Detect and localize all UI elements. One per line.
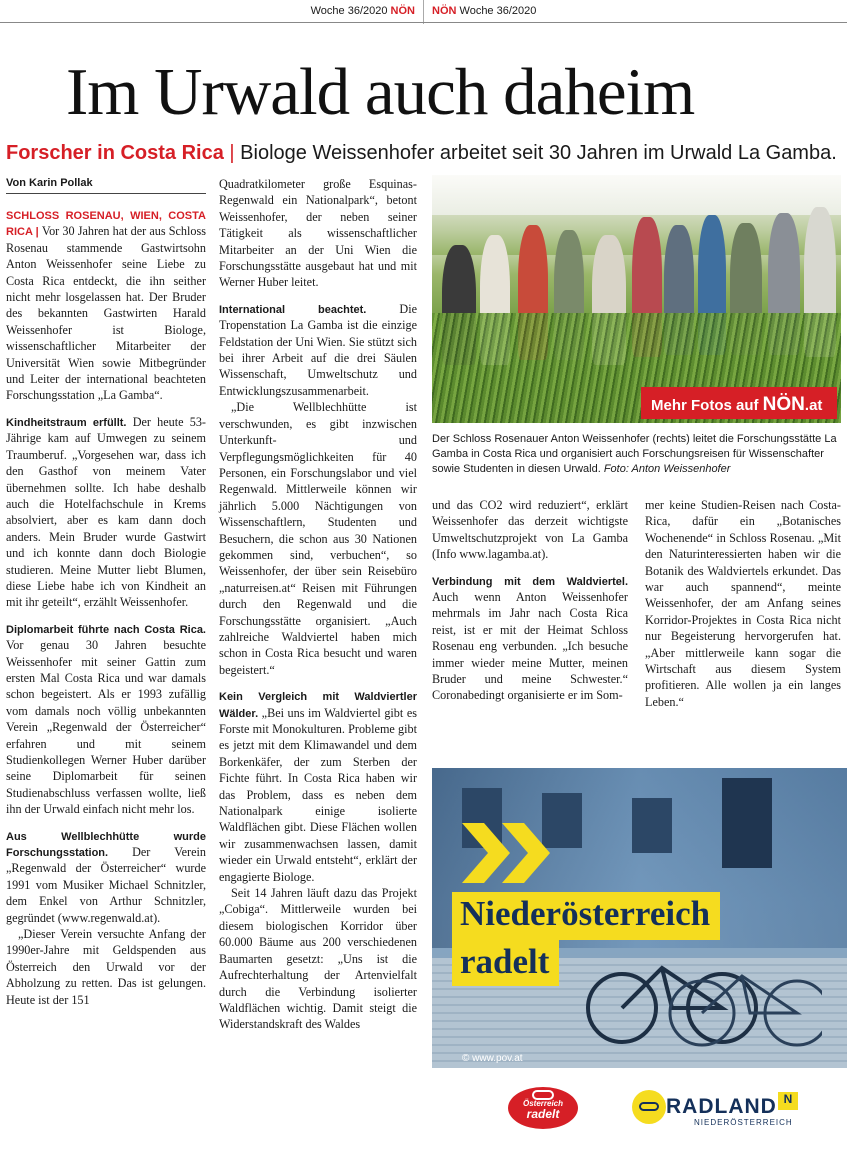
paragraph	[6, 621, 206, 818]
subheading: Kindheitstraum erfüllt.	[6, 416, 127, 429]
author-byline: Von Karin Pollak	[6, 177, 93, 189]
ad-window	[722, 778, 772, 868]
article-photo	[432, 175, 841, 423]
week-text-left: Woche 36/2020	[310, 5, 388, 17]
ad-headline-line1: Niederösterreich	[452, 892, 720, 940]
radland-logo: RADLAND	[666, 1095, 777, 1118]
photo-caption	[432, 432, 842, 477]
week-label-left	[311, 5, 415, 17]
paragraph-text: „Bei uns im Waldviertel gibt es Forste mit Monokulturen. Probleme gibt es jetzt mit dem Klimawandel und dem Borkenkäfer, der zum Sterben der Fichte führt. In Costa Rica haben wir das Problem, dass es neben dem Nationalpark einige isolierte Waldflächen gibt. Diese Flächen wollen wir zusammenwachsen lassen, damit wieder ein Urwald entsteht“, erklärt der engagierte Biologe.	[219, 705, 417, 884]
noe-badge: N	[778, 1092, 798, 1110]
headline: Im Urwald auch daheim	[66, 55, 695, 129]
page-header	[0, 0, 847, 24]
paragraph: „Dieser Verein versuchte Anfang der 1990er-Jahre mit Geldspenden aus Österreich den Urwald vor der Abholzung zu retten. Das ist gelungen. Heute ist der 151	[6, 927, 206, 1007]
ad-window	[632, 798, 672, 853]
paragraph: „Die Wellblechhütte ist verschwunden, es gibt inzwischen Unterkunft- und Verpflegungsmöglichkeiten für 40 Personen, ein Forschungslabor und viel Regenwald. Mittlerweile können wir jährlich 5.000 Nächtigungen von Wissenschaftlern, Studenten und Besuchern, die schon aus 30 Nationen gekommen sind, verbuchen“, so Weissenhofer, der über sein Reisebüro „naturreisen.at“ Reisen mit Führungen durch den Regenwald und die Forschungsstätte organisiert. „Auch zahlreiche Waldviertel haben mich schon in Costa Rica besucht und waren begeistert.“	[219, 400, 417, 677]
article-column-4	[645, 497, 841, 710]
week-label-right	[432, 5, 536, 17]
paragraph-text: Der heute 53-Jährige kam auf Umwegen zu seinem Traumberuf. „Vorgesehen war, dass ich den Gasthof von meinem Vater übernehmen sollte. Ich habe deshalb auch die Hotelfachschule in Krems absolviert, aber es kam dann doch anders. Mein Bruder wurde Gastwirt und ich konnte dann doch Biologie studieren. Meine Mutter liebt Blumen, diese Liebe habe ich von Kindheit an mit ihr geteilt“, erzählt Weissenhofer.	[6, 414, 206, 610]
paragraph-text: Vor 30 Jahren hat der aus Schloss Rosenau stammende Gastwirtsohn Anton Weissenhofer seine Liebe zu Costa Rica entdeckt, die ihn seither nicht mehr losgelassen hat. Der Bruder des bekannten Gastwirten Harald Weissenhofer ist Biologe, wissenschaftlicher Mitarbeiter der Universität Wien sowie Mitbegründer und Leiter der international beachteten Forschungsstation „La Gamba“.	[6, 224, 206, 403]
oesterreich-radelt-logo	[508, 1087, 578, 1129]
caption-credit: Foto: Anton Weissenhofer	[603, 463, 731, 475]
logo-small-text: Österreich	[522, 1099, 564, 1108]
badge-brand: NÖN	[762, 394, 805, 415]
subheading: Diplomarbeit führte nach Costa Rica.	[6, 623, 206, 636]
header-rule	[0, 22, 847, 23]
ad-photo-credit: © www.pov.at	[462, 1053, 523, 1064]
bicycles-icon	[582, 938, 822, 1048]
dateline-separator: |	[32, 226, 42, 239]
ad-headline-line2: radelt	[452, 940, 559, 986]
paragraph-text: Die Tropenstation La Gamba ist die einzige Feldstation der Uni Wien. Sie stützt sich bei ihrer Arbeit auf die drei Säulen Wissenschaft, Umweltschutz und Entwicklungszusammenarbeit.	[219, 301, 417, 398]
paragraph	[6, 414, 206, 611]
subtitle-separator: |	[229, 142, 235, 164]
byline-rule	[6, 193, 206, 194]
caption-text: Der Schloss Rosenauer Anton Weissenhofer (rechts) leitet die Forschungsstätte La Gamba in Costa Rica und organisiert auch Forschungsreisen für Wissenschafter sowie Studenten in diesen Urwald.	[432, 433, 837, 475]
logo-big-text: radelt	[526, 1107, 560, 1121]
brand-right: NÖN	[432, 5, 457, 17]
paragraph-text: Vor genau 30 Jahren besuchte Weissenhofer mit seiner Gattin zum ersten Mal Costa Rica und war damals schon begeistert. Als er 1993 zufällig vom damals noch völlig unbekannten Verein „Regenwald der Österreicher“ erfahren und mit seinem Studienkollegen Werner Huber darüber seine Diplomarbeit für seinen Studienabschluss verfassen wollte, ließ ihn der Urwald einfach nicht mehr los.	[6, 638, 206, 817]
radland-bike-icon	[632, 1090, 666, 1124]
subheading: Verbindung mit dem Waldviertel.	[432, 575, 628, 588]
paragraph: und das CO2 wird reduziert“, erklärt Weissenhofer das derzeit wichtigste Umweltschutzprojekt von La Gamba (Info www.lagamba.at).	[432, 498, 628, 562]
paragraph: mer keine Studien-Reisen nach Costa-Rica, dafür ein „Botanisches Wochenende“ in Schloss Rosenau. „Mit den Naturinteressierten haben wir die Botanik des Waldviertels erkundet. Das war auch spannend“, meinte Weissenhofer, der am Anfang seines Korridor-Projektes in Costa Rica nicht nur Begeisterung hervorgerufen hat. „Aber mittlerweile kann sogar die Wirtschaft aus diesem System profitieren. Alle wollen ja ein langes Leben.“	[645, 498, 841, 709]
page-gutter	[423, 0, 424, 24]
more-photos-badge[interactable]	[641, 387, 837, 419]
advertisement[interactable]	[432, 768, 847, 1068]
paragraph-text: Der Verein „Regenwald der Österreicher“ wurde 1991 vom Musiker Michael Schnitzler, dem Enkel von Arthur Schnitzler, gegründet (www.regenwald.at).	[6, 845, 206, 925]
article-column-2	[219, 176, 417, 1033]
subtitle	[6, 142, 837, 165]
paragraph	[432, 573, 628, 704]
paragraph-text: Auch wenn Anton Weissenhofer mehrmals im Jahr nach Costa Rica reist, ist er mit der Heimat Schloss Rosenau eng verbunden. „Ich besuche immer wieder meine Mutter, meinen Bruder und meine Schwester.“ Coronabedingt organisierte er im Som-	[432, 590, 628, 703]
subtitle-text: Biologe Weissenhofer arbeitet seit 30 Jahren im Urwald La Gamba.	[240, 142, 837, 164]
subheading: Kein Vergleich mit Waldviertler Wälder.	[219, 691, 417, 720]
article-column-3	[432, 497, 628, 704]
paragraph	[6, 828, 206, 926]
paragraph	[219, 301, 417, 399]
badge-tld: .at	[804, 397, 823, 414]
subheading: Aus Wellblechhütte wurde Forschungsstation.	[6, 830, 206, 860]
week-text-right: Woche 36/2020	[459, 5, 537, 17]
subheading: International beachtet.	[219, 303, 367, 316]
radland-subtitle: NIEDERÖSTERREICH	[694, 1118, 793, 1127]
chevron-icon	[462, 823, 552, 883]
dateline: SCHLOSS ROSENAU, WIEN, COSTA RICA	[6, 210, 206, 239]
paragraph	[219, 688, 417, 885]
brand-left: NÖN	[390, 5, 415, 17]
badge-text: Mehr Fotos auf	[651, 397, 759, 414]
paragraph: Seit 14 Jahren läuft dazu das Projekt „Cobiga“. Mittlerweile wurden bei diesem biologischen Korridor über 60.000 Bäume aus 200 verschiedenen Baumarten gesetzt: „Uns ist die Aufrechterhaltung der Artenvielfalt durch die Verbindung isolierter Waldflächen wichtig. Damit steigt die Widerstandskraft des Waldes	[219, 886, 417, 1032]
paragraph: Quadratkilometer große Esquinas-Regenwald ein Nationalpark“, betont Weissenhofer, der neben seiner Tätigkeit als wissenschaftlicher Mitarbeiter an der Uni Wien die Forschungsstätte ausgebaut hat und mit Werner Huber leitet.	[219, 177, 417, 290]
article-column-1	[6, 207, 206, 1008]
subtitle-kicker: Forscher in Costa Rica	[6, 142, 224, 164]
paragraph	[6, 207, 206, 404]
